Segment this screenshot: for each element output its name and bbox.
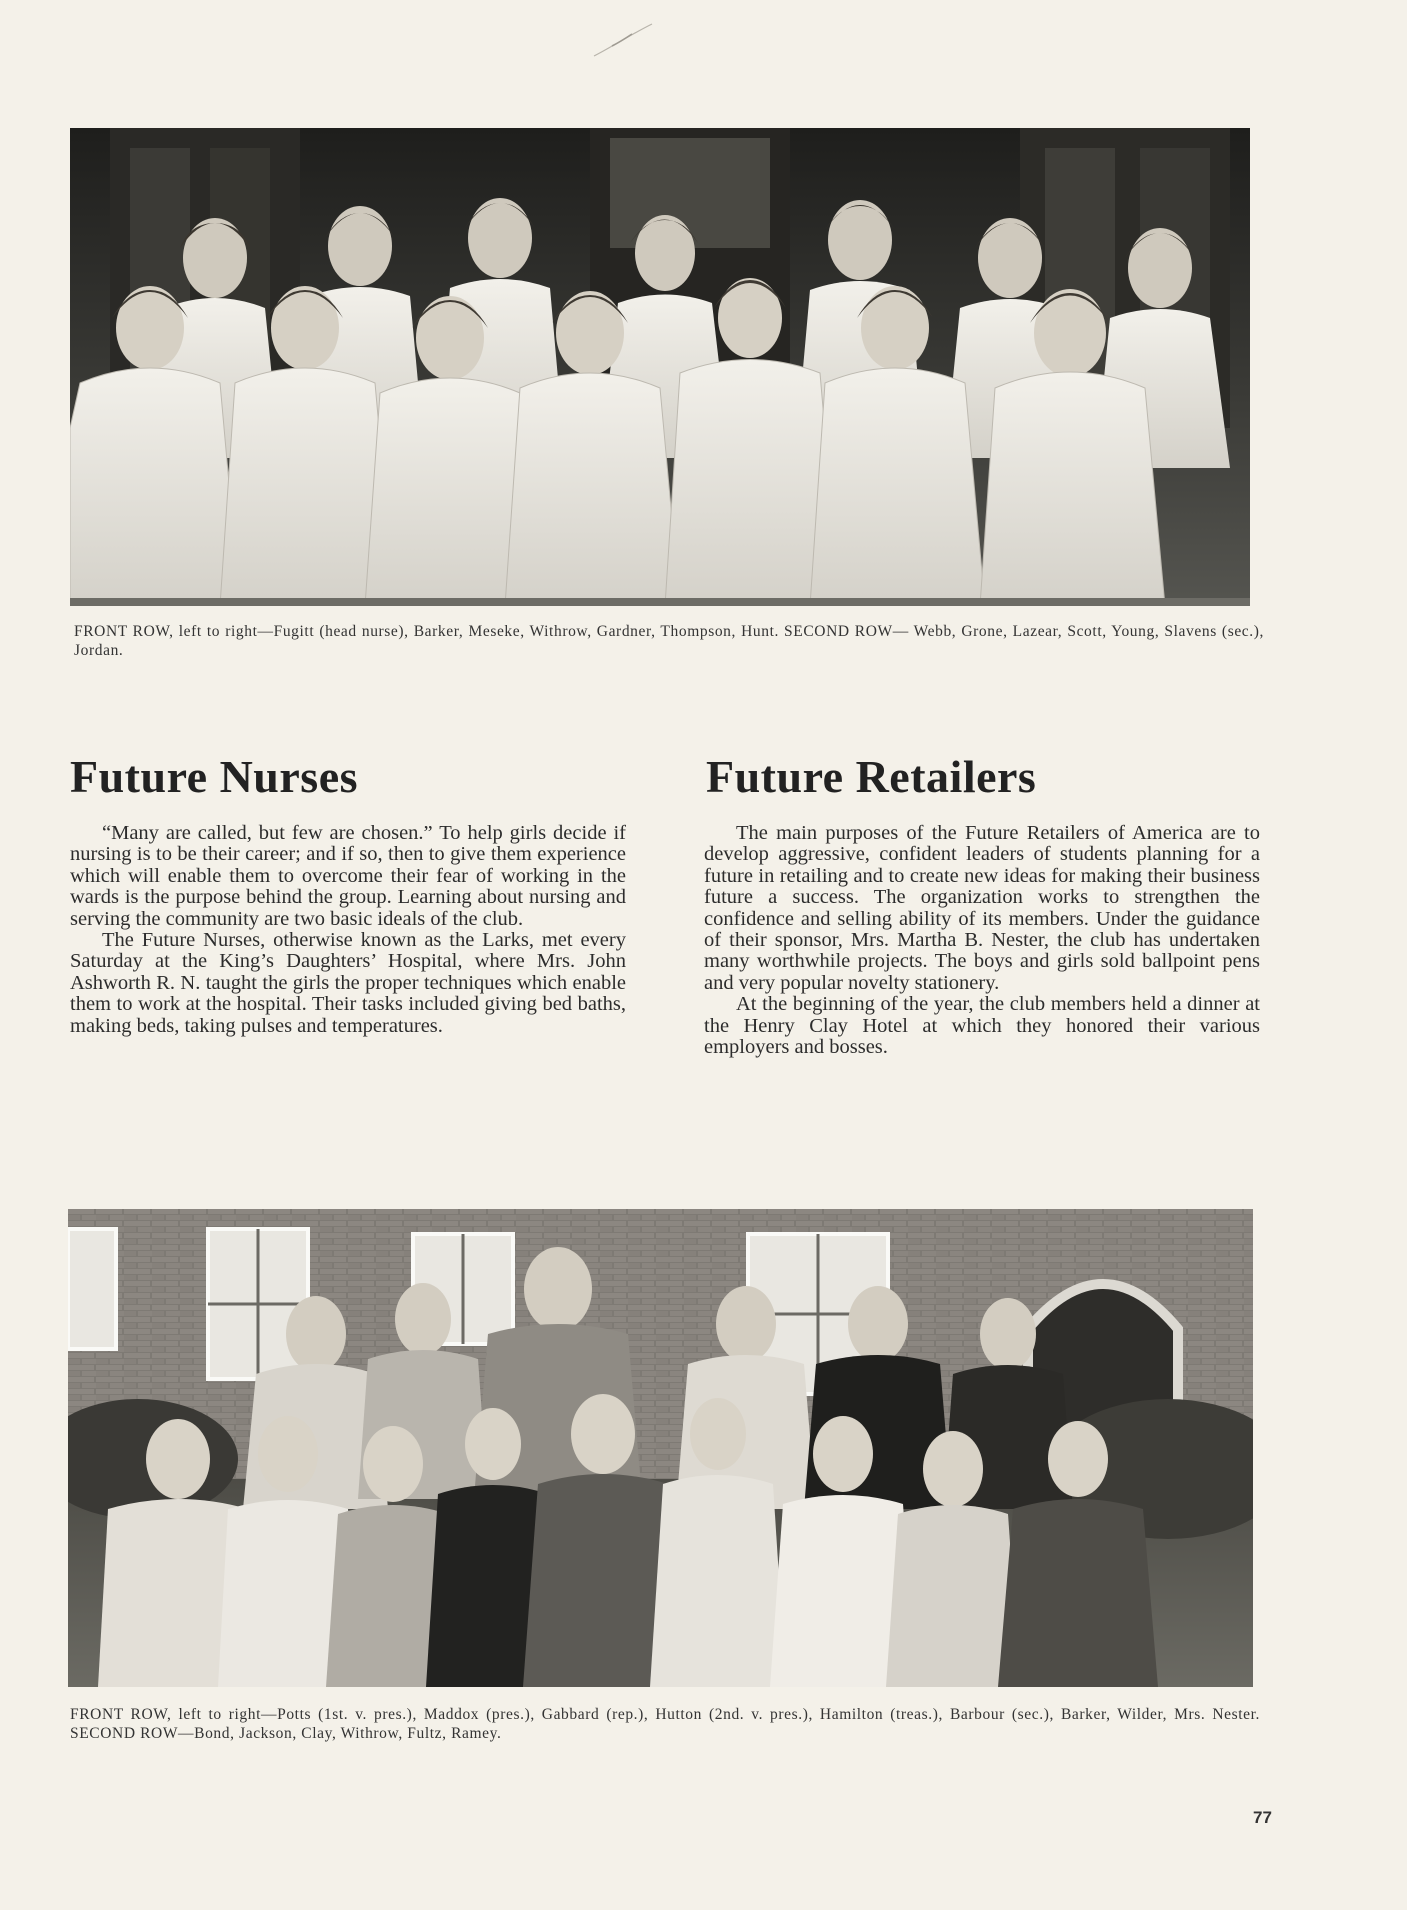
- nurses-group-photo: [70, 128, 1250, 606]
- future-retailers-article: [704, 823, 1260, 1058]
- pencil-mark: [592, 22, 654, 58]
- future-nurses-heading: Future Nurses: [70, 751, 359, 802]
- article-paragraph: At the beginning of the year, the club members held a dinner at the Henry Clay Hotel at which they honored their various employers and bosses.: [704, 993, 1260, 1059]
- article-paragraph: The main purposes of the Future Retailers of America are to develop aggressive, confident leaders of students planning for a future in retailing and to create new ideas for making their business future a success. The organization works to strengthen the confidence and selling ability of its members. Under the guidance of their sponsor, Mrs. Martha B. Nester, the club has undertaken many worthwhile projects. The boys and girls sold ballpoint pens and very popular novelty stationery.: [704, 822, 1260, 994]
- article-paragraph: The Future Nurses, otherwise known as the Larks, met every Saturday at the King’s Daughters’ Hospital, where Mrs. John Ashworth R. N. taught the girls the proper techniques which enable them to work at the hospital. Their tasks included giving bed baths, making beds, taking pulses and temperatures.: [70, 929, 626, 1037]
- future-nurses-article: [70, 823, 626, 1037]
- retailers-photo-caption: FRONT ROW, left to right—Potts (1st. v. pres.), Maddox (pres.), Gabbard (rep.), Hutton (2nd. v. pres.), Hamilton (treas.), Barbour (sec.), Barker, Wilder, Mrs. Nester. SECOND ROW—Bond, Jackson, Clay, Withrow, Fultz, Ramey.: [70, 1706, 1260, 1742]
- nurses-photo-caption: FRONT ROW, left to right—Fugitt (head nurse), Barker, Meseke, Withrow, Gardner, Thompson, Hunt. SECOND ROW— Webb, Grone, Lazear, Scott, Young, Slavens (sec.), Jordan.: [74, 623, 1264, 659]
- page-number: 77: [1253, 1808, 1272, 1827]
- future-retailers-heading: Future Retailers: [706, 751, 1037, 802]
- retailers-group-photo: [68, 1209, 1253, 1687]
- article-paragraph: “Many are called, but few are chosen.” To help girls decide if nursing is to be their career; and if so, then to give them experience which will enable them to overcome their fear of working in the wards is the purpose behind the group. Learning about nursing and serving the community are two basic ideals of the club.: [70, 822, 626, 930]
